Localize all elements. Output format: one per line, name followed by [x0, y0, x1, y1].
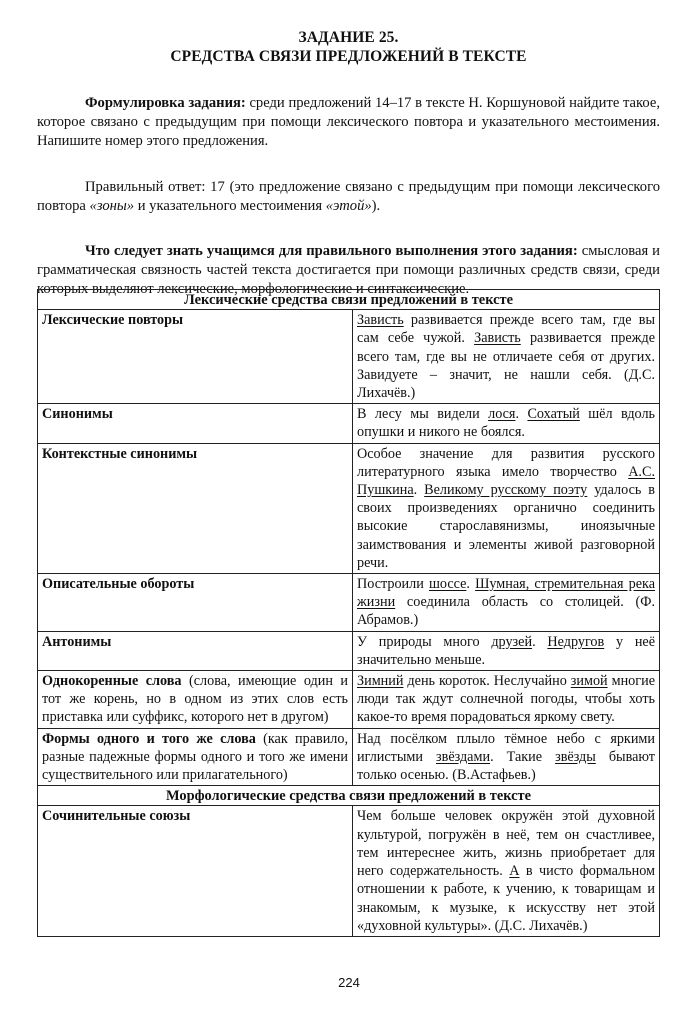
task-text: среди предложений 14–17 в тексте Н. Коршуновой найдите такое, которое связано с предыдущим при помощи лексического повтора и указательного местоимения. Напишите номер этого предложения. [37, 95, 660, 149]
example-cell [353, 310, 660, 404]
highlighted-word: шоссе [428, 576, 467, 593]
highlighted-word: друзей [491, 633, 533, 650]
term-name: Лексические повторы [42, 312, 184, 329]
term-cell [38, 443, 353, 573]
highlighted-word: Шумная, стремительная река жизни [357, 576, 655, 611]
highlighted-word: А.С. Пушкина [357, 463, 655, 499]
table-row [38, 310, 660, 404]
highlighted-word: Зависть [357, 312, 404, 329]
table-body [38, 290, 660, 937]
term-note: (как правило, разные падежные формы одного и того же имени существительного или прилагательного) [42, 730, 349, 784]
example-text: . Такие [490, 748, 556, 765]
term-name: Сочинительные союзы [42, 808, 191, 825]
example-text: шёл вдоль опушки и никого не боялся. [357, 406, 656, 441]
page-title [37, 28, 660, 66]
example-text: день короток. Неслучайно [403, 673, 571, 690]
term-cell [38, 404, 353, 443]
section-heading: Морфологические средства связи предложений в тексте [38, 786, 660, 806]
answer-prefix: Правильный ответ: 17 (это предложение связано с предыдущим при помощи лексического повтора [37, 179, 660, 214]
example-text: . [515, 406, 528, 423]
highlighted-word: звёздами [436, 748, 491, 765]
title-line-2: СРЕДСТВА СВЯЗИ ПРЕДЛОЖЕНИЙ В ТЕКСТЕ [170, 48, 527, 65]
task-label: Формулировка задания: [85, 95, 246, 111]
example-text: Особое значение для развития русского литературного языка имело творчество [357, 445, 655, 480]
term-name: Синонимы [42, 406, 113, 423]
example-text: бывают только осенью. (В.Астафьев.) [357, 748, 656, 784]
knowledge-text: смысловая и грамматическая связность частей текста достигается при помощи различных средств связи, среди которых выделяют лексические, морфологические и синтаксические. [37, 243, 660, 297]
example-text: у неё значительно меньше. [357, 633, 656, 668]
example-text: . [466, 576, 476, 593]
example-text: . [413, 482, 425, 499]
section-header-row [38, 786, 660, 806]
answer-word-2: «этой» [325, 198, 372, 214]
answer-paragraph [37, 178, 660, 216]
table-row [38, 671, 660, 729]
title-line-1: ЗАДАНИЕ 25. [298, 29, 399, 46]
example-cell [353, 728, 660, 786]
answer-word-1: «зоны» [89, 198, 135, 214]
term-cell [38, 671, 353, 729]
term-name: Описательные обороты [42, 576, 195, 593]
connection-means-table [37, 289, 660, 937]
example-text: развивается прежде всего там, где вы сам себе чужой. [357, 312, 655, 347]
highlighted-word: Зависть [474, 330, 521, 347]
term-cell [38, 728, 353, 786]
example-text: Над посёлком плыло тёмное небо с яркими иглистыми [357, 730, 655, 765]
term-cell [38, 574, 353, 632]
answer-middle: и указательного местоимения [134, 198, 326, 214]
highlighted-word: Недругов [547, 633, 605, 650]
example-cell [353, 574, 660, 632]
table-row [38, 404, 660, 443]
term-cell [38, 310, 353, 404]
example-cell [353, 404, 660, 443]
highlighted-word: звёзды [555, 748, 596, 765]
term-name: Контекстные синонимы [42, 445, 198, 462]
example-text: У природы много [357, 633, 492, 650]
table-row [38, 806, 660, 936]
example-text: Построили [357, 576, 429, 593]
term-cell [38, 806, 353, 936]
example-text: многие люди так ждут солнечной погоды, чтобы хоть какое-то время порадоваться яркому свету. [357, 673, 655, 726]
example-text: В лесу мы видели [357, 406, 489, 423]
term-cell [38, 631, 353, 670]
example-text: соединила область со столицей. (Ф. Абрамов.) [357, 594, 655, 629]
highlighted-word: зимой [570, 673, 608, 690]
task-paragraph [37, 94, 660, 151]
answer-suffix: ). [371, 198, 381, 214]
term-name: Антонимы [42, 633, 112, 650]
page-number: 224 [338, 975, 360, 990]
example-text: . [532, 633, 548, 650]
highlighted-word: Сохатый [527, 406, 580, 423]
example-text: развивается прежде всего там, где вы не отличаете себя от других. Завидуете – значит, не нашли себя. (Д.С. Лихачёв.) [357, 330, 655, 402]
highlighted-word: А [509, 863, 520, 880]
term-name: Однокоренные слова [42, 673, 182, 690]
highlighted-word: Зимний [357, 673, 404, 690]
table-row [38, 574, 660, 632]
example-cell [353, 443, 660, 573]
highlighted-word: лося [488, 406, 516, 423]
table-row [38, 631, 660, 670]
example-text: в чисто формальном отношении к работе, к учению, к товарищам и знакомым, к музыке, к искусству нет этой «духовной культуры». (Д.С. Лихачёв.) [357, 863, 656, 934]
example-cell [353, 671, 660, 729]
example-cell [353, 631, 660, 670]
example-cell [353, 806, 660, 936]
highlighted-word: Великому русскому поэту [424, 482, 588, 499]
section-header-row [38, 290, 660, 310]
term-name: Формы одного и того же слова [42, 730, 256, 747]
table-row [38, 443, 660, 573]
page-content [37, 28, 660, 299]
table-row [38, 728, 660, 786]
term-note: (слова, имеющие один и тот же корень, но в одном из этих слов есть приставка или суффикс, которого нет в другом) [42, 673, 348, 726]
example-text: Чем больше человек окружён этой духовной культурой, погружён в неё, тем он счастливее, тем интереснее жить, жизнь приобретает для него содержательность. [357, 808, 655, 880]
knowledge-label: Что следует знать учащимся для правильного выполнения этого задания: [85, 243, 578, 259]
section-heading: Лексические средства связи предложений в тексте [38, 290, 660, 310]
example-text: удалось в своих произведениях органично соединить высокие старославянизмы, иноязычные заимствования и элементы живой разговорной речи. [357, 482, 655, 571]
